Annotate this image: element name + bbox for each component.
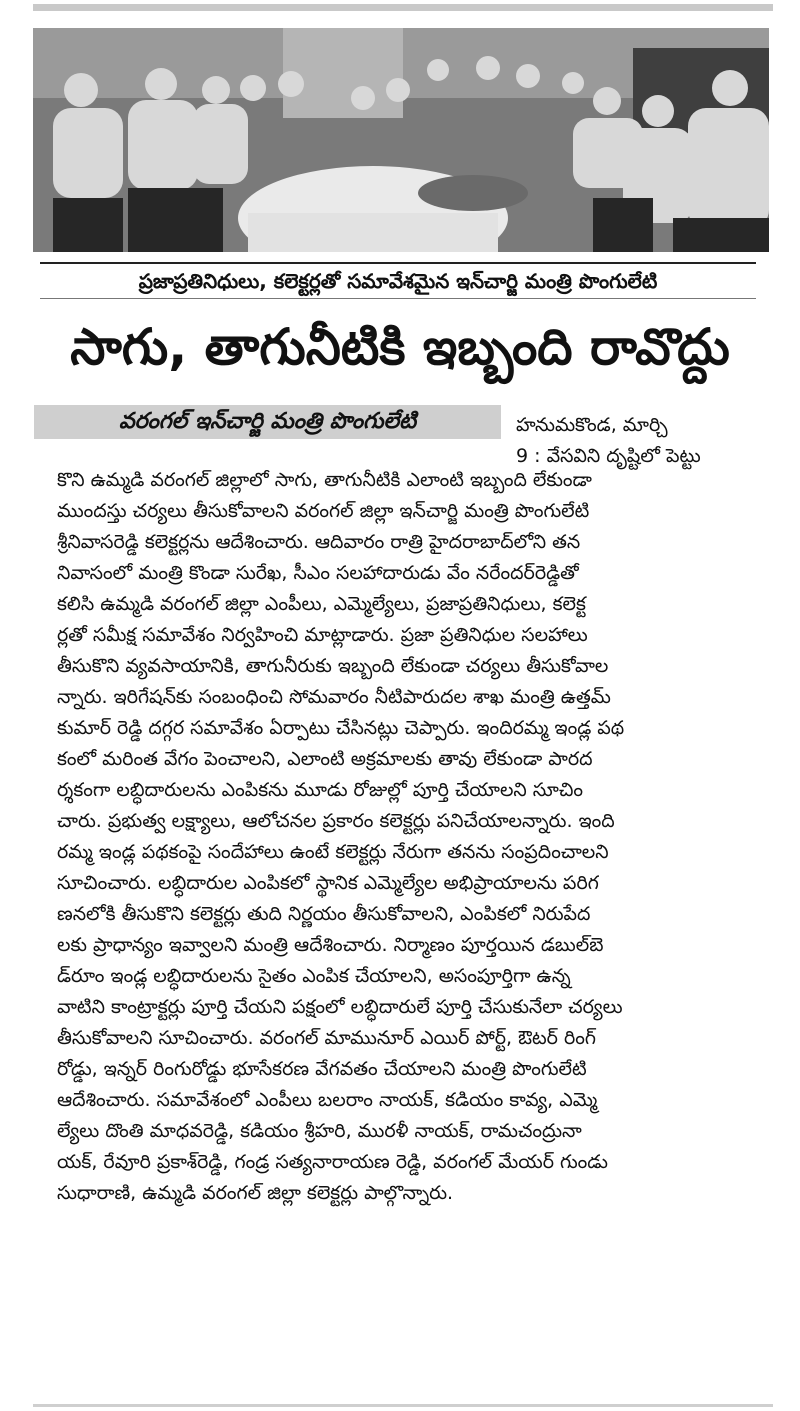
meeting-photo bbox=[33, 28, 769, 252]
body-line: కలిసి ఉమ్మడి వరంగల్ జిల్లా ఎంపీలు, ఎమ్మెల్యేలు, ప్రజాప్రతినిధులు, కలెక్ట bbox=[57, 593, 586, 615]
dateline bbox=[516, 410, 774, 472]
body-line: న్నారు. ఇరిగేషన్‌కు సంబంధించి సోమవారం నీటిపారుదల శాఖ మంత్రి ఉత్తమ్ bbox=[57, 686, 611, 708]
body-line: తీసుకోవాలని సూచించారు. వరంగల్ మామునూర్ ఎయిర్ పోర్ట్, ఔటర్ రింగ్ bbox=[57, 1027, 596, 1049]
body-line: తీసుకొని వ్యవసాయానికి, తాగునీరుకు ఇబ్బంది లేకుండా చర్యలు తీసుకోవాల bbox=[57, 655, 609, 677]
body-line: లకు ప్రాధాన్యం ఇవ్వాలని మంత్రి ఆదేశించారు. నిర్మాణం పూర్తయిన డబుల్‌బె bbox=[57, 934, 604, 956]
photo-caption: ప్రజాప్రతినిధులు, కలెక్టర్లతో సమావేశమైన ఇన్‌చార్జి మంత్రి పొంగులేటి bbox=[40, 262, 756, 299]
subheadline: వరంగల్ ఇన్‌చార్జి మంత్రి పొంగులేటి bbox=[34, 405, 501, 439]
dateline-line: 9 : వేసవిని దృష్టిలో పెట్టు bbox=[516, 445, 701, 467]
body-line: ణనలోకి తీసుకొని కలెక్టర్లు తుది నిర్ణయం తీసుకోవాలని, ఎంపికలో నిరుపేద bbox=[57, 903, 591, 925]
body-line: ర్శకంగా లబ్ధిదారులను ఎంపికను మూడు రోజుల్లో పూర్తి చేయాలని సూచిం bbox=[57, 779, 584, 801]
headline: సాగు, తాగునీటికి ఇబ్బంది రావొద్దు bbox=[70, 318, 730, 376]
body-line: కొని ఉమ్మడి వరంగల్ జిల్లాలో సాగు, తాగునీటికి ఎలాంటి ఇబ్బంది లేకుండా bbox=[57, 469, 592, 491]
bottom-rule bbox=[33, 1404, 773, 1407]
body-line: సూచించారు. లబ్ధిదారుల ఎంపికలో స్థానిక ఎమ్మెల్యేల అభిప్రాయాలను పరిగ bbox=[57, 872, 599, 894]
body-line: రోడ్డు, ఇన్నర్ రింగురోడ్డు భూసేకరణ వేగవతం చేయాలని మంత్రి పొంగులేటి bbox=[57, 1058, 587, 1080]
body-line: ముందస్తు చర్యలు తీసుకోవాలని వరంగల్ జిల్లా ఇన్‌చార్జి మంత్రి పొంగులేటి bbox=[57, 500, 590, 522]
body-line: నివాసంలో మంత్రి కొండా సురేఖ, సీఎం సలహాదారుడు వేం నరేందర్‌రెడ్డితో bbox=[57, 562, 579, 584]
body-line: ల్యేలు దొంతి మాధవరెడ్డి, కడియం శ్రీహరి, మురళీ నాయక్, రామచంద్రునా bbox=[57, 1120, 582, 1142]
body-line: చారు. ప్రభుత్వ లక్ష్యాలు, ఆలోచనల ప్రకారం కలెక్టర్లు పనిచేయాలన్నారు. ఇంది bbox=[57, 810, 615, 832]
top-rule bbox=[33, 4, 773, 11]
body-line: కుమార్ రెడ్డి దగ్గర సమావేశం ఏర్పాటు చేసినట్లు చెప్పారు. ఇందిరమ్మ ఇండ్ల పథ bbox=[57, 717, 625, 739]
body-line: కంలో మరింత వేగం పెంచాలని, ఎలాంటి అక్రమాలకు తావు లేకుండా పారద bbox=[57, 748, 593, 770]
body-line: ర్లతో సమీక్ష సమావేశం నిర్వహించి మాట్లాడారు. ప్రజా ప్రతినిధుల సలహాలు bbox=[57, 624, 588, 646]
dateline-line: హనుమకొండ, మార్చి bbox=[516, 414, 668, 436]
body-line: శ్రీనివాసరెడ్డి కలెక్టర్లను ఆదేశించారు. ఆదివారం రాత్రి హైదరాబాద్‌లోని తన bbox=[57, 531, 581, 553]
body-line: యక్, రేవూరి ప్రకాశ్‌రెడ్డి, గండ్ర సత్యనారాయణ రెడ్డి, వరంగల్ మేయర్ గుండు bbox=[57, 1151, 608, 1173]
body-line: డ్‌రూం ఇండ్ల లబ్ధిదారులను సైతం ఎంపిక చేయాలని, అసంపూర్తిగా ఉన్న bbox=[57, 965, 571, 987]
body-line: వాటిని కాంట్రాక్టర్లు పూర్తి చేయని పక్షంలో లబ్ధిదారులే పూర్తి చేసుకునేలా చర్యలు bbox=[57, 996, 623, 1018]
body-line: సుధారాణి, ఉమ్మడి వరంగల్ జిల్లా కలెక్టర్లు పాల్గొన్నారు. bbox=[57, 1182, 454, 1204]
body-line: రమ్మ ఇండ్ల పథకంపై సందేహాలు ఉంటే కలెక్టర్లు నేరుగా తనను సంప్రదించాలని bbox=[57, 841, 609, 863]
body-line: ఆదేశించారు. సమావేశంలో ఎంపీలు బలరాం నాయక్, కడియం కావ్య, ఎమ్మె bbox=[57, 1089, 598, 1111]
article-body bbox=[57, 465, 775, 1209]
